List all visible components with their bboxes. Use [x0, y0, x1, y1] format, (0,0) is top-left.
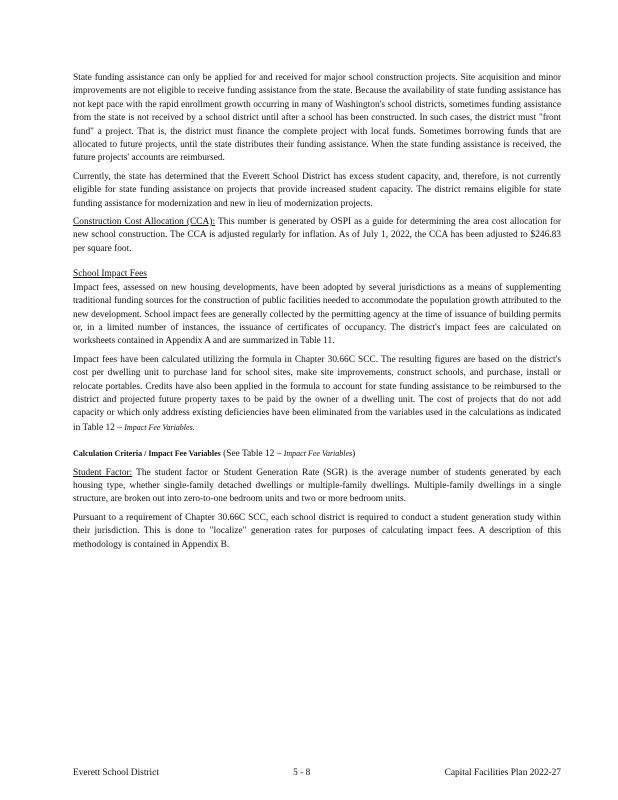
calc-ref-italic: Impact Fee Variables: [283, 449, 353, 459]
paragraph-excess-capacity: Currently, the state has determined that the Everett School District has excess student capacity, and, therefore, is not currently eligible for state funding assistance on projects that provide increased student capacity. The district remains eligible for state funding assistance for modernization and new in lieu of modernization projects.: [73, 171, 561, 209]
student-factor-heading: Student Factor:: [73, 467, 133, 478]
paragraph-state-funding: State funding assistance can only be applied for and received for major school construction projects. Site acquisition and minor improvements are not eligible to receive funding assistance from the state. Because the availability of state funding assistance has not kept pace with the rapid enrollment growth occurring in many of Washington's school districts, sometimes funding assistance from the state is not received by a school district until after a school has been constructed. In such cases, the district must "front fund" a project. That is, the district must finance the complete project with local funds. Sometimes borrowing funds that are allocated to future projects, until the state distributes their funding assistance. When the state funding assistance is received, the future projects' accounts are reimbursed.: [73, 73, 561, 164]
calc-heading: Calculation Criteria / Impact Fee Variables: [73, 449, 221, 459]
footer-plan-title: Capital Facilities Plan 2022-27: [444, 768, 561, 778]
paragraph-student-factor: [73, 467, 561, 507]
cca-text: This number is generated by OSPI as a guide for determining the area cost allocation for new school construction. The CCA is adjusted regularly for inflation. As of July 1, 2022, the CCA has been adjusted to $246.83 per square foot.: [73, 217, 561, 254]
calc-ref-close: ): [352, 449, 356, 460]
paragraph-impact-formula: [73, 354, 561, 435]
paragraph-impact-fees: Impact fees, assessed on new housing developments, have been adopted by several jurisdictions as a means of supplementing traditional funding sources for the construction of public facilities needed to accommodate the population growth attributed to the new development. School impact fees are generally collected by the permitting agency at the time of issuance of building permits or, in a limited number of instances, the issuance of certificates of occupancy. The district's impact fees are calculated on worksheets contained in Appendix A and are summarized in Table 11.: [73, 282, 561, 347]
cca-heading: Construction Cost Allocation (CCA):: [73, 217, 216, 228]
footer-page-number: 5 - 8: [293, 768, 311, 778]
calc-heading-block: [73, 447, 561, 461]
paragraph-generation-study: Pursuant to a requirement of Chapter 30.66C SCC, each school district is required to conduct a student generation study within their jurisdiction. This is done to "localize" generation rates for purposes of calculating impact fees. A description of this methodology is contained in Appendix B.: [73, 512, 561, 550]
paragraph-cca: [73, 216, 561, 256]
footer-district: Everett School District: [73, 768, 159, 778]
student-factor-text: The student factor or Student Generation Rate (SGR) is the average number of students generated by each housing type, whether single-family detached dwellings or multiple-family dwellings. Multiple-family dwellings in a single structure, are broken out into zero-to-one bedroom units and two or more bedroom units.: [73, 467, 561, 505]
page-footer: [73, 768, 561, 778]
impact-fees-heading-block: [73, 268, 561, 281]
impact-formula-italic: Impact Fee Variables.: [124, 422, 195, 432]
impact-fees-heading: School Impact Fees: [73, 269, 147, 280]
impact-formula-text: Impact fees have been calculated utilizing the formula in Chapter 30.66C SCC. The resulting figures are based on the district's cost per dwelling unit to purchase land for school sites, make site improvements, construct schools, and purchase, install or relocate portables. Credits have also been applied in the formula to account for state funding assistance to be reimbursed to the district and projected future property taxes to be paid by the owner of a dwelling unit. The cost of projects that do not add capacity or which only address existing deficiencies have been eliminated from the variables used in the calculations as indicated in Table 12 –: [73, 354, 561, 433]
document-body: [73, 72, 561, 557]
calc-ref-open: (See Table 12 –: [220, 449, 284, 460]
